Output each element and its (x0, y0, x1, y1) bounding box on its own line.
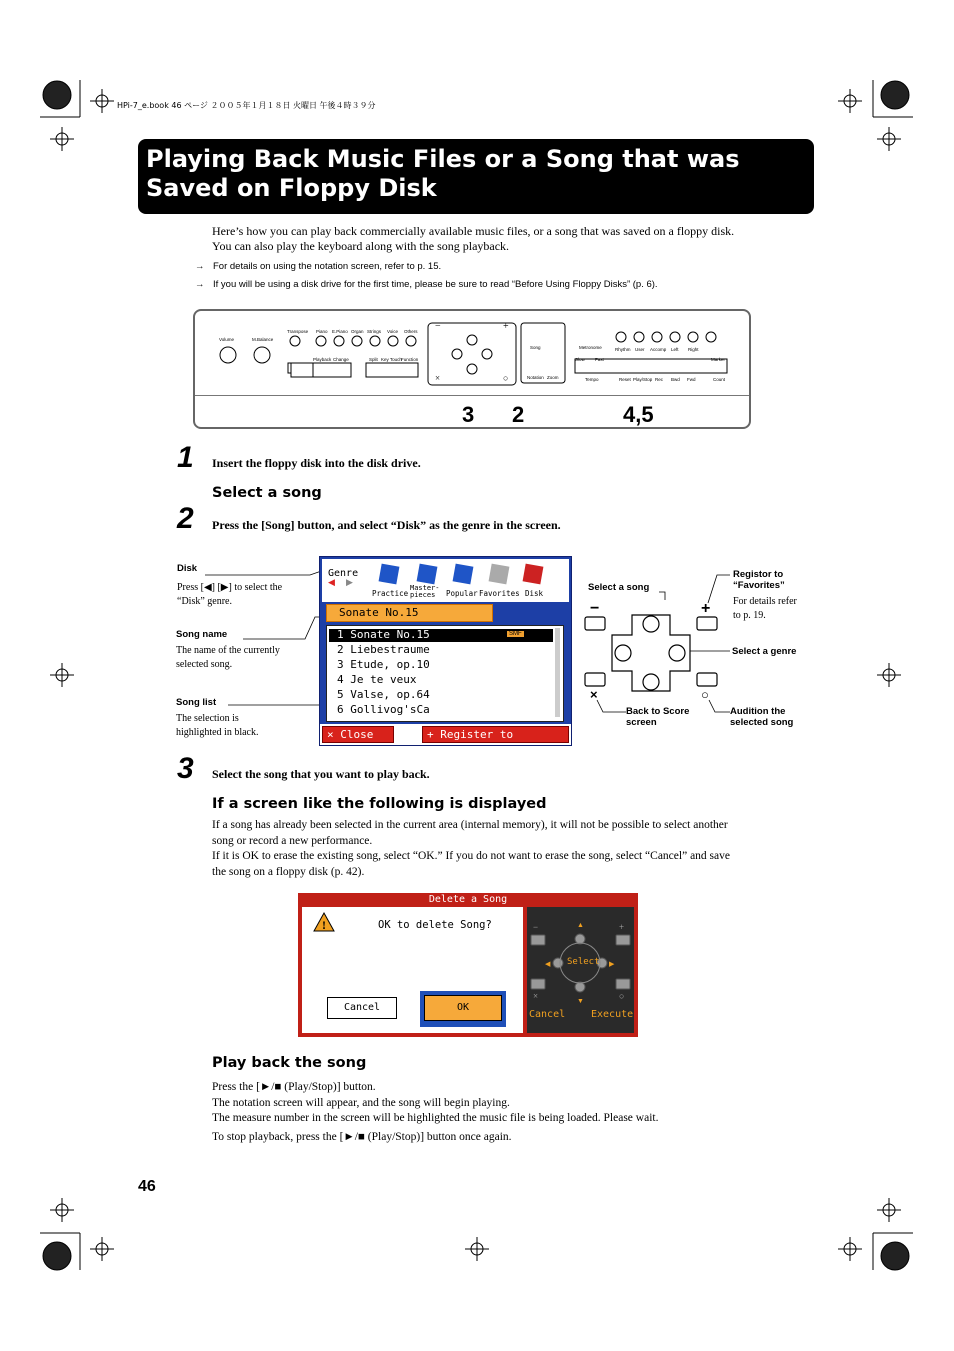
dialog-body (302, 907, 523, 1033)
genre-left-icon[interactable]: ◀ (328, 577, 335, 587)
list-item[interactable]: 5 Valse, op.64 (337, 688, 430, 701)
note-arrow: → (195, 261, 205, 272)
dialog-execute-label[interactable]: Execute (591, 1009, 634, 1020)
label-user: User (635, 347, 645, 352)
svg-text:▲: ▲ (577, 921, 584, 929)
list-item[interactable]: 1 Sonate No.15 (337, 628, 430, 641)
play-line-2: The notation screen will appear, and the song will begin playing. (212, 1097, 510, 1109)
dialog-title: Delete a Song (428, 894, 508, 905)
label-play-stop: Play/Stop (633, 377, 653, 382)
step-1-text: Insert the floppy disk into the disk drive. (212, 456, 421, 470)
page-number: 46 (138, 1178, 156, 1195)
list-item[interactable]: 4 Je te veux (337, 673, 417, 686)
svg-text:+: + (619, 922, 625, 932)
dialog-cancel-label[interactable]: Cancel (529, 1009, 566, 1020)
label-reset: Reset (619, 377, 631, 382)
smf-badge: SMF (509, 631, 522, 637)
page-title: Playing Back Music Files or a Song that was Saved on Floppy Disk (146, 145, 740, 202)
masterpieces-book-icon (417, 564, 438, 585)
svg-text:▼: ▼ (577, 997, 584, 1005)
subhead-play: Play back the song (212, 1055, 367, 1071)
label-transpose: Transpose (287, 329, 309, 334)
svg-text:○: ○ (619, 991, 625, 1001)
list-item[interactable]: 6 Gollivog'sCa (337, 703, 430, 716)
disk-book-icon (523, 564, 544, 585)
panel-o: ○ (503, 373, 509, 383)
minus-label: − (590, 600, 600, 617)
step-3-text: Select the song that you want to play back. (212, 767, 430, 781)
genre-favorites[interactable]: Favorites (479, 589, 520, 598)
svg-text:◀: ◀ (545, 960, 551, 968)
step-2-heading: Select a song (212, 485, 322, 501)
practice-book-icon (379, 564, 400, 585)
play-line-4: To stop playback, press the [►/■ (Play/Stop)] button once again. (212, 1131, 512, 1143)
list-scrollbar[interactable] (555, 628, 560, 717)
intro-paragraph: Here’s how you can play back commercially available music files, or a song that was saved on a floppy disk. You can also play the keyboard along with the song playback. (212, 224, 735, 253)
play-line-1: Press the [►/■ (Play/Stop)] button. (212, 1081, 376, 1093)
svg-text:!: ! (322, 918, 326, 932)
genre-right-icon[interactable]: ▶ (346, 577, 353, 587)
step-number-2: 2 (177, 502, 194, 535)
screen-footer (320, 724, 571, 757)
panel-number-2: 2 (512, 402, 525, 427)
label-marker: Marker (711, 357, 726, 362)
label-song: Song (530, 345, 541, 350)
label-tempo: Tempo (585, 377, 599, 382)
callout-song-list-desc: The selection is highlighted in black. (176, 713, 259, 738)
delete-song-dialog (298, 893, 638, 1037)
genre-popular[interactable]: Popular (446, 589, 478, 598)
panel-minus: − (435, 321, 441, 332)
note-text: If you will be using a disk drive for the first time, please be sure to read “Before Using Floppy Disks” (p. 6). (213, 279, 658, 290)
label-piano: Piano (316, 329, 328, 334)
label-zoom: Zoom (547, 375, 559, 380)
label-accomp: Accomp (650, 347, 667, 352)
callout-song-list-label: Song list (176, 697, 217, 708)
note-arrow: → (195, 279, 205, 290)
note-text: For details on using the notation screen, refer to p. 15. (213, 261, 442, 272)
label-strings: Strings (367, 329, 382, 334)
step-number-1: 1 (177, 441, 194, 474)
label-fast: Fast (595, 357, 604, 362)
warning-icon (312, 911, 336, 933)
label-epiano: E.Piano (332, 329, 348, 334)
dialog-controls (527, 907, 634, 1033)
label-others: Others (404, 329, 418, 334)
callout-song-name-label: Song name (176, 629, 228, 640)
popular-book-icon (453, 564, 474, 585)
song-select-screen (319, 556, 572, 757)
song-list (326, 625, 564, 722)
genre-bar (322, 559, 569, 602)
label-slow: Slow (575, 357, 585, 362)
panel-plus: + (503, 321, 509, 332)
svg-text:▶: ▶ (609, 960, 615, 968)
callout-audition: Audition the selected song (730, 706, 794, 728)
plus-label: + (701, 600, 711, 617)
book-header-meta: HPi-7_e.book 46 ページ ２００５年１月１８日 火曜日 午後４時３９分 (117, 101, 376, 110)
o-label: ○ (701, 687, 709, 702)
para-screen-2: If it is OK to erase the existing song, select “OK.” If you do not want to erase the song, select “Cancel” and save the song on a floppy disk (p. 42). (212, 850, 730, 878)
label-organ: Organ (351, 329, 364, 334)
cancel-button[interactable]: Cancel (327, 997, 397, 1019)
label-voice: Voice (387, 329, 399, 334)
svg-text:−: − (533, 922, 539, 932)
callout-back-score: Back to Score screen (626, 706, 690, 728)
label-bwd: Bwd (671, 377, 680, 382)
callout-registor-desc: For details refer to p. 19. (733, 596, 797, 621)
callout-select-song: Select a song (588, 582, 650, 593)
para-screen-1: If a song has already been selected in the current area (internal memory), it will not be possible to select another song or record a new performance. (212, 819, 728, 847)
step-2-text: Press the [Song] button, and select “Disk” as the genre in the screen. (212, 518, 561, 532)
label-count: Count (713, 377, 726, 382)
x-label: × (590, 687, 598, 702)
label-mbalance: M.Balance (252, 337, 274, 342)
close-button[interactable]: × Close (322, 726, 394, 743)
callout-registor: Registor to “Favorites” (733, 569, 785, 591)
genre-label: Genre (328, 568, 359, 579)
callout-disk-desc: Press [◀] [▶] to select the “Disk” genre. (177, 582, 283, 607)
callout-disk-label: Disk (177, 563, 198, 574)
genre-masterpieces[interactable]: Master-pieces (410, 584, 440, 599)
favorites-book-icon (489, 564, 510, 585)
list-item[interactable]: 3 Etude, op.10 (337, 658, 430, 671)
dialog-message: OK to delete Song? (378, 919, 492, 931)
label-right: Right (688, 347, 699, 352)
label-function: Function (401, 357, 419, 362)
ok-button[interactable]: OK (424, 995, 502, 1021)
label-notation: Notation (527, 375, 544, 380)
panel-number-3: 3 (462, 402, 475, 427)
panel-number-4-5: 4,5 (623, 402, 654, 427)
genre-practice[interactable]: Practice (372, 589, 409, 598)
genre-disk[interactable]: Disk (525, 589, 544, 598)
label-playback: Playback (313, 357, 332, 362)
register-favorites-button[interactable]: + Register to Favorites (422, 726, 569, 743)
label-change: Change (333, 357, 349, 362)
label-key-touch: Key Touch (381, 357, 402, 362)
selected-song-name (326, 604, 493, 622)
label-split: Split (369, 357, 378, 362)
subhead-screen: If a screen like the following is displayed (212, 796, 547, 812)
svg-text:×: × (533, 991, 539, 1001)
panel-x: × (435, 373, 441, 383)
selected-song-text: Sonate No.15 (339, 606, 419, 619)
label-left: Left (671, 347, 679, 352)
step-number-3: 3 (177, 752, 194, 785)
callout-song-name-desc: The name of the currently selected song. (176, 645, 280, 670)
label-metronome: Metronome (579, 345, 602, 350)
label-fwd: Fwd (687, 377, 696, 382)
cursor-buttons-diagram (580, 595, 730, 710)
ok-button-frame[interactable] (420, 991, 506, 1027)
label-volume: Volume (219, 337, 235, 342)
label-rec: Rec (655, 377, 664, 382)
callout-select-genre: Select a genre (732, 646, 797, 657)
list-item[interactable]: 2 Liebestraume (337, 643, 430, 656)
label-rhythm: Rhythm (615, 347, 631, 352)
play-line-3: The measure number in the screen will be highlighted the music file is being loaded. Please wait. (212, 1112, 659, 1124)
dialog-select-label: Select (567, 957, 600, 967)
